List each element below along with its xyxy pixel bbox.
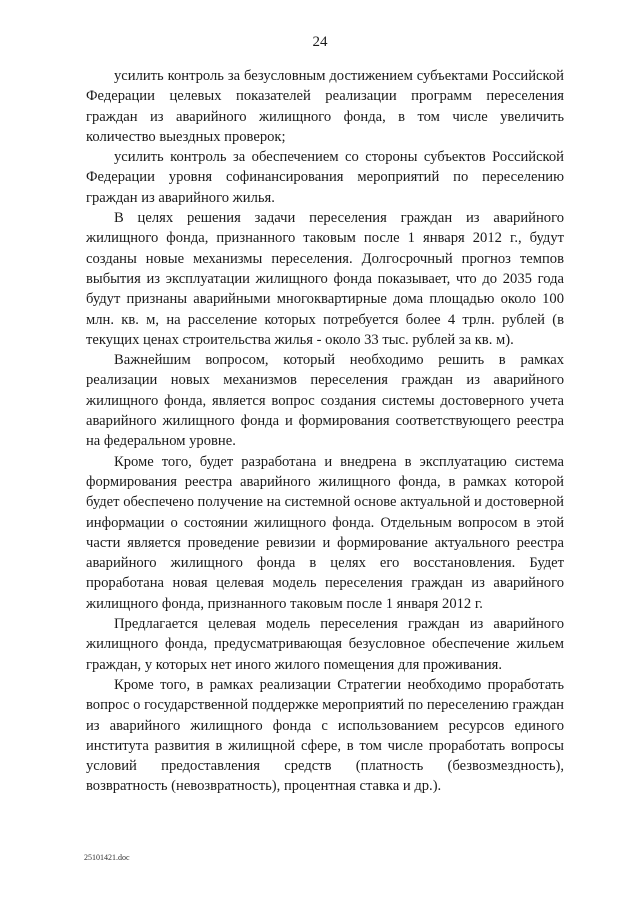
- paragraph-1: усилить контроль за безусловным достижением субъектами Российской Федерации целевых показателей реализации программ переселения граждан из аварийного жилищного фонда, в том числе увеличить количество выездных проверок;: [86, 68, 564, 145]
- paragraph-6: Предлагается целевая модель переселения граждан из аварийного жилищного фонда, предусматривающая безусловное обеспечение жильем граждан, у которых нет иного жилого помещения для проживания.: [86, 616, 564, 673]
- file-name-footer: 25101421.doc: [84, 853, 130, 862]
- paragraph-2: усилить контроль за обеспечением со стороны субъектов Российской Федерации уровня софинансирования мероприятий по переселению граждан из аварийного жилья.: [86, 149, 564, 206]
- page-number: 24: [312, 34, 328, 50]
- paragraph-4: Важнейшим вопросом, который необходимо решить в рамках реализации новых механизмов переселения граждан из аварийного жилищного фонда, является вопрос создания системы достоверного учета аварийного жилищного фонда и формирования соответствующего реестра на федеральном уровне.: [86, 352, 564, 450]
- paragraph-5: Кроме того, будет разработана и внедрена в эксплуатацию система формирования реестра аварийного жилищного фонда, в рамках которой будет обеспечено получение на системной основе актуальной и достоверной информации о состоянии жилищного фонда. Отдельным вопросом в этой части является проведение ревизии и формирование актуального реестра аварийного жилищного фонда в целях его восстановления. Будет проработана новая целевая модель переселения граждан из аварийного жилищного фонда, признанного таковым после 1 января 2012 г.: [86, 453, 564, 612]
- paragraph-7: Кроме того, в рамках реализации Стратегии необходимо проработать вопрос о государственной поддержке мероприятий по переселению граждан из аварийного жилищного фонда с использованием ресурсов единого института развития в жилищной сфере, в том числе проработать вопросы условий предоставления средств (платность (безвозмездность), возвратность (невозвратность), процентная ставка и др.).: [86, 676, 564, 795]
- paragraph-3: В целях решения задачи переселения граждан из аварийного жилищного фонда, признанного таковым после 1 января 2012 г., будут созданы новые механизмы переселения. Долгосрочный прогноз темпов выбытия из эксплуатации жилищного фонда показывает, что до 2035 года будут признаны аварийными многоквартирные дома площадью около 100 млн. кв. м, на расселение которых потребуется более 4 трлн. рублей (в текущих ценах строительства жилья - около 33 тыс. рублей за кв. м).: [86, 210, 564, 348]
- document-body: [86, 66, 564, 797]
